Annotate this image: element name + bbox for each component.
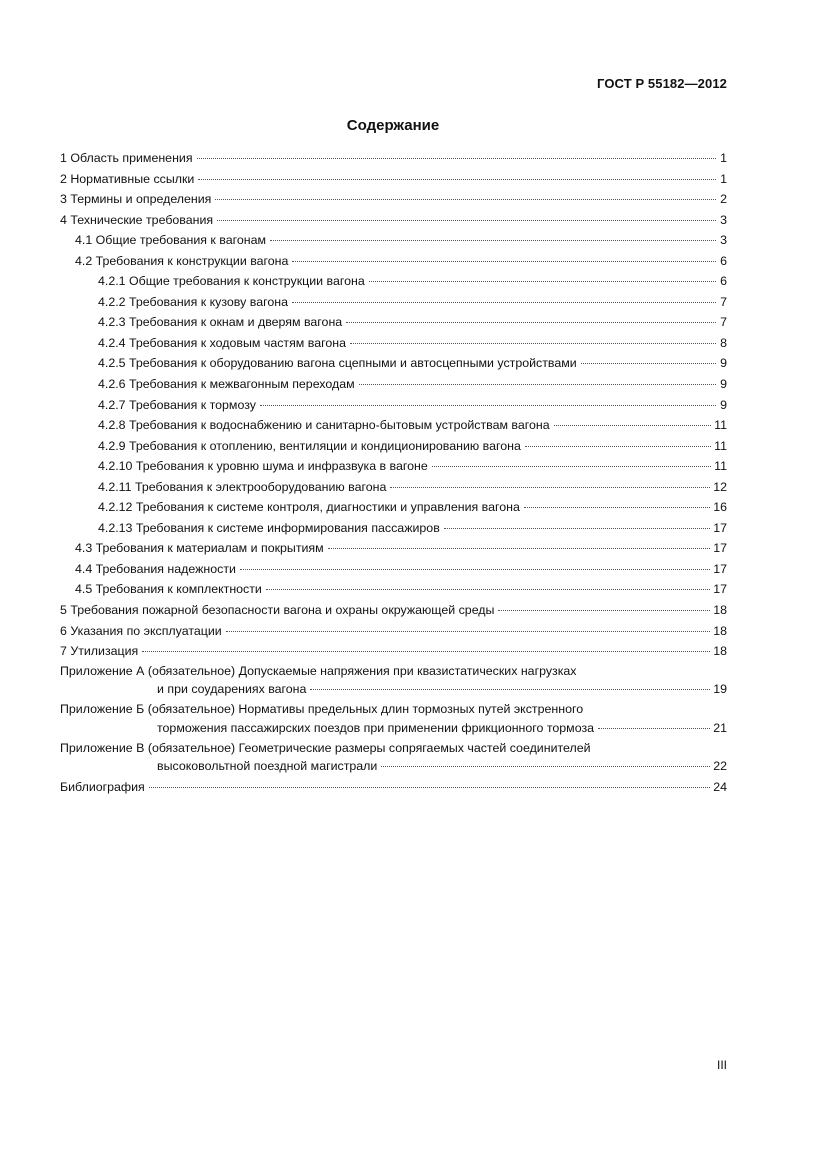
toc-entry[interactable] <box>60 230 727 251</box>
toc-appendices <box>60 662 727 778</box>
toc-entry-text: 4.2.4 Требования к ходовым частям вагона <box>98 335 346 350</box>
dot-leader <box>444 528 710 529</box>
dot-leader <box>142 651 710 652</box>
toc-entry-page: 16 <box>713 500 727 515</box>
appendix-title-line: Приложение А (обязательное) Допускаемые напряжения при квазистатических нагрузках <box>60 663 577 678</box>
dot-leader <box>260 405 716 406</box>
toc-entry[interactable] <box>60 518 727 539</box>
toc-entry[interactable] <box>60 600 727 621</box>
toc-entry-page: 17 <box>713 561 727 576</box>
dot-leader <box>381 766 710 767</box>
toc-entry-page: 3 <box>720 233 727 248</box>
toc-entry[interactable] <box>60 333 727 354</box>
toc-entry-page: 11 <box>714 459 727 474</box>
toc-entry-page: 9 <box>720 397 727 412</box>
dot-leader <box>292 261 716 262</box>
toc-entry[interactable] <box>60 292 727 313</box>
toc-entry-page: 1 <box>720 171 727 186</box>
toc-entry-page: 6 <box>720 253 727 268</box>
toc-entry-page: 17 <box>713 582 727 597</box>
toc-entry-text: 4.2.9 Требования к отоплению, вентиляции и кондиционированию вагона <box>98 438 521 453</box>
page-number: III <box>716 1058 727 1072</box>
appendix-continuation-line <box>60 680 727 700</box>
appendix-title-line: Приложение Б (обязательное) Нормативы предельных длин тормозных путей экстренного <box>60 702 584 717</box>
dot-leader <box>226 631 711 632</box>
toc-entry-text: 6 Указания по эксплуатации <box>60 623 222 638</box>
toc-entry-page: 24 <box>713 780 727 795</box>
toc-entry-text: 4.2.12 Требования к системе контроля, диагностики и управления вагона <box>98 500 520 515</box>
toc-entry-page: 6 <box>720 274 727 289</box>
toc-entry[interactable] <box>60 189 727 210</box>
toc-entry[interactable] <box>60 271 727 292</box>
dot-leader <box>581 363 716 364</box>
dot-leader <box>369 281 716 282</box>
toc-entry-text: 2 Нормативные ссылки <box>60 171 195 186</box>
toc-entry-page: 9 <box>720 356 727 371</box>
toc-entry-page: 7 <box>720 294 727 309</box>
toc-entry[interactable] <box>60 148 727 169</box>
dot-leader <box>350 343 716 344</box>
toc-entry[interactable] <box>60 477 727 498</box>
dot-leader <box>390 487 710 488</box>
toc-entry-text: 4 Технические требования <box>60 212 214 227</box>
toc-entry-page: 8 <box>720 335 727 350</box>
toc-entry-text: 4.2.1 Общие требования к конструкции вагона <box>98 274 365 289</box>
toc-entry-page: 18 <box>713 623 727 638</box>
dot-leader <box>359 384 716 385</box>
dot-leader <box>525 446 711 447</box>
toc-entry-text: 4.2.2 Требования к кузову вагона <box>98 294 288 309</box>
toc-entry-text: 4.2.7 Требования к тормозу <box>98 397 256 412</box>
toc-entry-text: 4.2.13 Требования к системе информирования пассажиров <box>98 520 440 535</box>
toc-entry[interactable] <box>60 169 727 190</box>
toc-entry-text: 4.2.5 Требования к оборудованию вагона сцепными и автосцепными устройствами <box>98 356 577 371</box>
toc-entry-page: 22 <box>713 759 727 774</box>
toc-entry-text: 4.1 Общие требования к вагонам <box>75 233 266 248</box>
dot-leader <box>215 199 716 200</box>
toc-entry-text: 3 Термины и определения <box>60 192 212 207</box>
toc-entry-appendix[interactable] <box>60 739 727 778</box>
toc-entry-text: 4.4 Требования надежности <box>75 561 236 576</box>
toc-entry-page: 11 <box>714 438 727 453</box>
dot-leader <box>524 507 710 508</box>
dot-leader <box>197 158 716 159</box>
toc-entry-page: 12 <box>713 479 727 494</box>
appendix-title-continuation: высоковольтной поездной магистрали <box>157 759 378 774</box>
table-of-contents <box>60 148 727 798</box>
toc-entry-appendix[interactable] <box>60 662 727 701</box>
toc-entry-text: 1 Область применения <box>60 151 193 165</box>
toc-entry-text: 4.3 Требования к материалам и покрытиям <box>75 541 324 556</box>
toc-entry-text: 4.2 Требования к конструкции вагона <box>75 253 289 268</box>
toc-entry-text: 7 Утилизация <box>60 644 139 659</box>
toc-entry-page: 19 <box>713 682 727 697</box>
toc-entry-page: 18 <box>713 603 727 618</box>
toc-entry[interactable] <box>60 559 727 580</box>
toc-entries <box>60 148 727 662</box>
document-code: ГОСТ Р 55182—2012 <box>597 76 727 91</box>
toc-entry[interactable] <box>60 497 727 518</box>
toc-entry[interactable] <box>60 621 727 642</box>
appendix-title-line: Приложение В (обязательное) Геометрические размеры сопрягаемых частей соединителей <box>60 740 591 755</box>
toc-entry[interactable] <box>60 395 727 416</box>
toc-entry[interactable] <box>60 436 727 457</box>
dot-leader <box>149 787 710 788</box>
dot-leader <box>498 610 710 611</box>
toc-entry-text: 4.2.11 Требования к электрооборудованию вагона <box>98 479 387 494</box>
dot-leader <box>598 728 710 729</box>
toc-entry-page: 11 <box>714 418 727 433</box>
dot-leader <box>198 179 716 180</box>
toc-entry[interactable] <box>60 579 727 600</box>
dot-leader <box>217 220 716 221</box>
toc-entry-page: 21 <box>713 720 727 735</box>
dot-leader <box>432 466 711 467</box>
toc-entry-page: 9 <box>720 377 727 392</box>
toc-entry-text: 4.2.8 Требования к водоснабжению и санитарно-бытовым устройствам вагона <box>98 418 550 433</box>
toc-entry-text: 4.2.10 Требования к уровню шума и инфразвука в вагоне <box>98 459 428 474</box>
toc-entry-page: 2 <box>720 192 727 207</box>
toc-entry-page: 17 <box>713 520 727 535</box>
toc-entry[interactable] <box>60 312 727 333</box>
toc-entry-page: 7 <box>720 315 727 330</box>
toc-entry-text: 5 Требования пожарной безопасности вагона и охраны окружающей среды <box>60 603 495 618</box>
toc-entry[interactable] <box>60 538 727 559</box>
appendix-title-continuation: и при соударениях вагона <box>157 682 307 697</box>
dot-leader <box>266 589 710 590</box>
toc-entry[interactable] <box>60 353 727 374</box>
dot-leader <box>270 240 716 241</box>
toc-title: Содержание <box>346 117 440 134</box>
toc-entry[interactable] <box>60 456 727 477</box>
dot-leader <box>310 689 710 690</box>
toc-entry[interactable] <box>60 641 727 662</box>
toc-entry-text: 4.2.6 Требования к межвагонным переходам <box>98 377 355 392</box>
toc-entry[interactable] <box>60 251 727 272</box>
toc-entry-bibliography[interactable] <box>60 777 727 798</box>
toc-entry-page: 3 <box>720 212 727 227</box>
toc-entry-page: 17 <box>713 541 727 556</box>
toc-entry[interactable] <box>60 210 727 231</box>
dot-leader <box>346 322 716 323</box>
toc-entry[interactable] <box>60 415 727 436</box>
appendix-continuation-line <box>60 719 727 739</box>
appendix-continuation-line <box>60 757 727 777</box>
toc-entry-text: Библиография <box>60 780 145 795</box>
toc-entry-page: 1 <box>720 151 727 165</box>
toc-entry-text: 4.5 Требования к комплектности <box>75 582 262 597</box>
dot-leader <box>554 425 711 426</box>
dot-leader <box>328 548 711 549</box>
dot-leader <box>240 569 710 570</box>
toc-entry-appendix[interactable] <box>60 700 727 739</box>
toc-entry-page: 18 <box>713 644 727 659</box>
appendix-title-continuation: торможения пассажирских поездов при применении фрикционного тормоза <box>157 720 595 735</box>
toc-entry-text: 4.2.3 Требования к окнам и дверям вагона <box>98 315 343 330</box>
dot-leader <box>292 302 716 303</box>
toc-entry[interactable] <box>60 374 727 395</box>
